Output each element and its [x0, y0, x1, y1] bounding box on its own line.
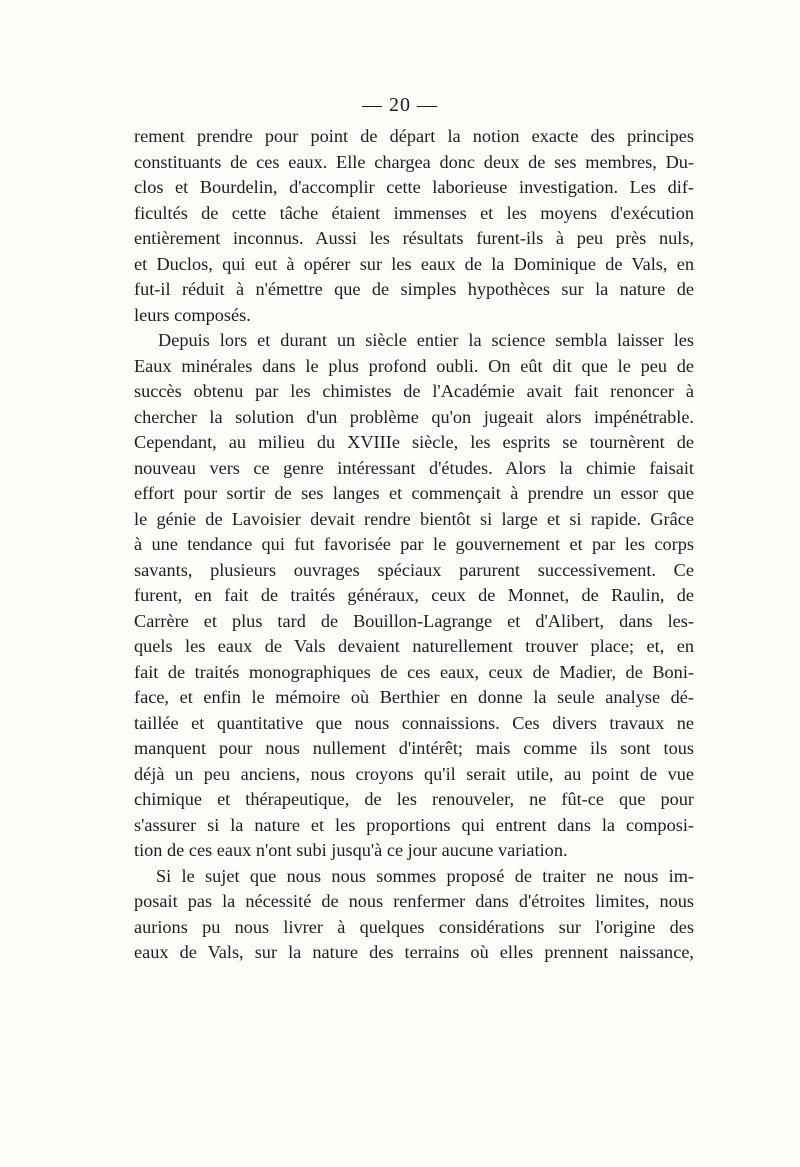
page-number: — 20 —: [362, 94, 438, 116]
paragraph-start-line: Si le sujet que nous nous sommes proposé de traiter ne nous im-: [156, 865, 694, 886]
text-line: effort pour sortir de ses langes et commençait à prendre un essor que: [134, 483, 694, 503]
body-text: [134, 124, 694, 966]
text-line: à une tendance qui fut favorisée par le gouvernement et par les corps: [134, 534, 694, 554]
text-line: aurions pu nous livrer à quelques considérations sur l'origine des: [134, 916, 694, 937]
text-line: entièrement inconnus. Aussi les résultats furent-ils à peu près nuls,: [134, 228, 694, 248]
text-line: savants, plusieurs ouvrages spéciaux parurent successivement. Ce: [134, 559, 694, 580]
text-line: rement prendre pour point de départ la notion exacte des principes: [134, 126, 694, 146]
text-line: le génie de Lavoisier devait rendre bientôt si large et si rapide. Grâce: [134, 508, 694, 529]
text-line: constituants de ces eaux. Elle chargea donc deux de ses membres, Du-: [134, 151, 694, 172]
text-line: manquent pour nous nullement d'intérêt; mais comme ils sont tous: [134, 738, 694, 758]
text-line: posait pas la nécessité de nous renfermer dans d'étroites limites, nous: [134, 891, 694, 911]
text-line: clos et Bourdelin, d'accomplir cette laborieuse investigation. Les dif-: [134, 177, 694, 197]
text-line: face, et enfin le mémoire où Berthier en donne la seule analyse dé-: [134, 687, 694, 707]
text-line: Eaux minérales dans le plus profond oubli. On eût dit que le peu de: [134, 355, 694, 376]
text-line: succès obtenu par les chimistes de l'Académie avait fait renoncer à: [134, 381, 694, 401]
text-line: quels les eaux de Vals devaient naturellement trouver place; et, en: [134, 636, 694, 656]
text-line: fut-il réduit à n'émettre que de simples hypothèces sur la nature de: [134, 279, 694, 299]
text-line: et Duclos, qui eut à opérer sur les eaux de la Dominique de Vals, en: [134, 253, 694, 274]
text-line: eaux de Vals, sur la nature des terrains où elles prennent naissance,: [134, 942, 694, 962]
paragraph-start-line: Depuis lors et durant un siècle entier la science sembla laisser les: [158, 330, 694, 350]
text-line: déjà un peu anciens, nous croyons qu'il serait utile, au point de vue: [134, 763, 694, 784]
text-line: Cependant, au milieu du XVIIIe siècle, les esprits se tournèrent de: [134, 432, 694, 452]
text-line: ficultés de cette tâche étaient immenses et les moyens d'exécution: [134, 202, 694, 223]
text-line: leurs composés.: [134, 304, 251, 325]
text-line: furent, en fait de traités généraux, ceux de Monnet, de Raulin, de: [134, 585, 694, 605]
text-line: chercher la solution d'un problème qu'on jugeait alors impénétrable.: [134, 406, 694, 427]
text-line: taillée et quantitative que nous connaissions. Ces divers travaux ne: [134, 712, 694, 733]
text-line: nouveau vers ce genre intéressant d'études. Alors la chimie faisait: [134, 457, 694, 478]
text-line: tion de ces eaux n'ont subi jusqu'à ce jour aucune variation.: [134, 840, 568, 860]
text-line: fait de traités monographiques de ces eaux, ceux de Madier, de Boni-: [134, 661, 694, 682]
text-line: s'assurer si la nature et les proportions qui entrent dans la composi-: [134, 814, 694, 835]
text-line: chimique et thérapeutique, de les renouveler, ne fût-ce que pour: [134, 789, 694, 809]
text-line: Carrère et plus tard de Bouillon-Lagrange et d'Alibert, dans les-: [134, 610, 694, 631]
